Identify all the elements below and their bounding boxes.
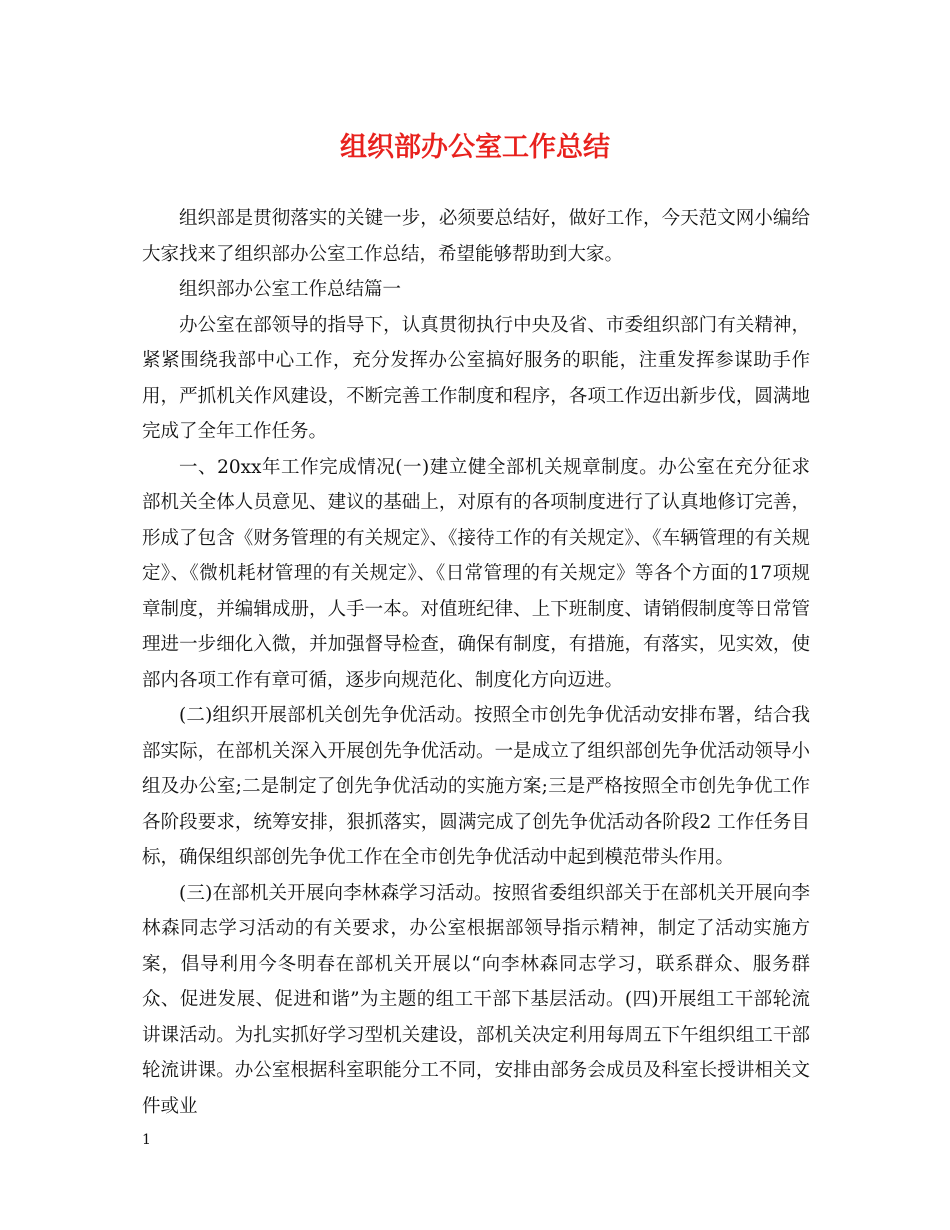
paragraph-activities: (二)组织开展部机关创先争优活动。按照全市创先争优活动安排布署，结合我部实际，在部机关深入开展创先争优活动。一是成立了组织部创先争优活动领导小组及办公室;二是制定了创先争优活动的实施方案;三是严格按照全市创先争优工作各阶段要求，统筹安排，狠抓落实，圆满完成了创先争优活动各阶段2 工作任务目标，确保组织部创先争优工作在全市创先争优活动中起到模范带头作用。 bbox=[142, 705, 810, 868]
paragraph-rules: 一、20xx年工作完成情况(一)建立健全部机关规章制度。办公室在充分征求部机关全体人员意见、建议的基础上，对原有的各项制度进行了认真地修订完善，形成了包含《财务管理的有关规定》、《接待工作的有关规定》、《车辆管理的有关规定》、《微机耗材管理的有关规定》、《日常管理的有关规定》等各个方面的17项规章制度，并编辑成册，人手一本。对值班纪律、上下班制度、请销假制度等日常管理进一步细化入微，并加强督导检查，确保有制度，有措施，有落实，见实效，使部内各项工作有章可循，逐步向规范化、制度化方向迈进。 bbox=[142, 456, 810, 691]
paragraph-section-heading: 组织部办公室工作总结篇一 bbox=[179, 279, 402, 300]
document-body bbox=[142, 201, 810, 1124]
paragraph-intro: 组织部是贯彻落实的关键一步，必须要总结好，做好工作，今天范文网小编给大家找来了组织部办公室工作总结，希望能够帮助到大家。 bbox=[142, 208, 810, 265]
page-number: 1 bbox=[142, 1132, 151, 1148]
paragraph-overview: 办公室在部领导的指导下，认真贯彻执行中央及省、市委组织部门有关精神，紧紧围绕我部中心工作，充分发挥办公室搞好服务的职能，注重发挥参谋助手作用，严抓机关作风建设，不断完善工作制度和程序，各项工作迈出新步伐，圆满地完成了全年工作任务。 bbox=[142, 314, 810, 442]
document-title: 组织部办公室工作总结 bbox=[340, 132, 610, 163]
paragraph-learning: (三)在部机关开展向李林森学习活动。按照省委组织部关于在部机关开展向李林森同志学习活动的有关要求，办公室根据部领导指示精神，制定了活动实施方案，倡导利用今冬明春在部机关开展以“向李林森同志学习，联系群众、服务群众、促进发展、促进和谐”为主题的组工干部下基层活动。(四)开展组工干部轮流讲课活动。为扎实抓好学习型机关建设，部机关决定利用每周五下午组织组工干部轮流讲课。办公室根据科室职能分工不同，安排由部务会成员及科室长授讲相关文件或业 bbox=[142, 882, 810, 1117]
